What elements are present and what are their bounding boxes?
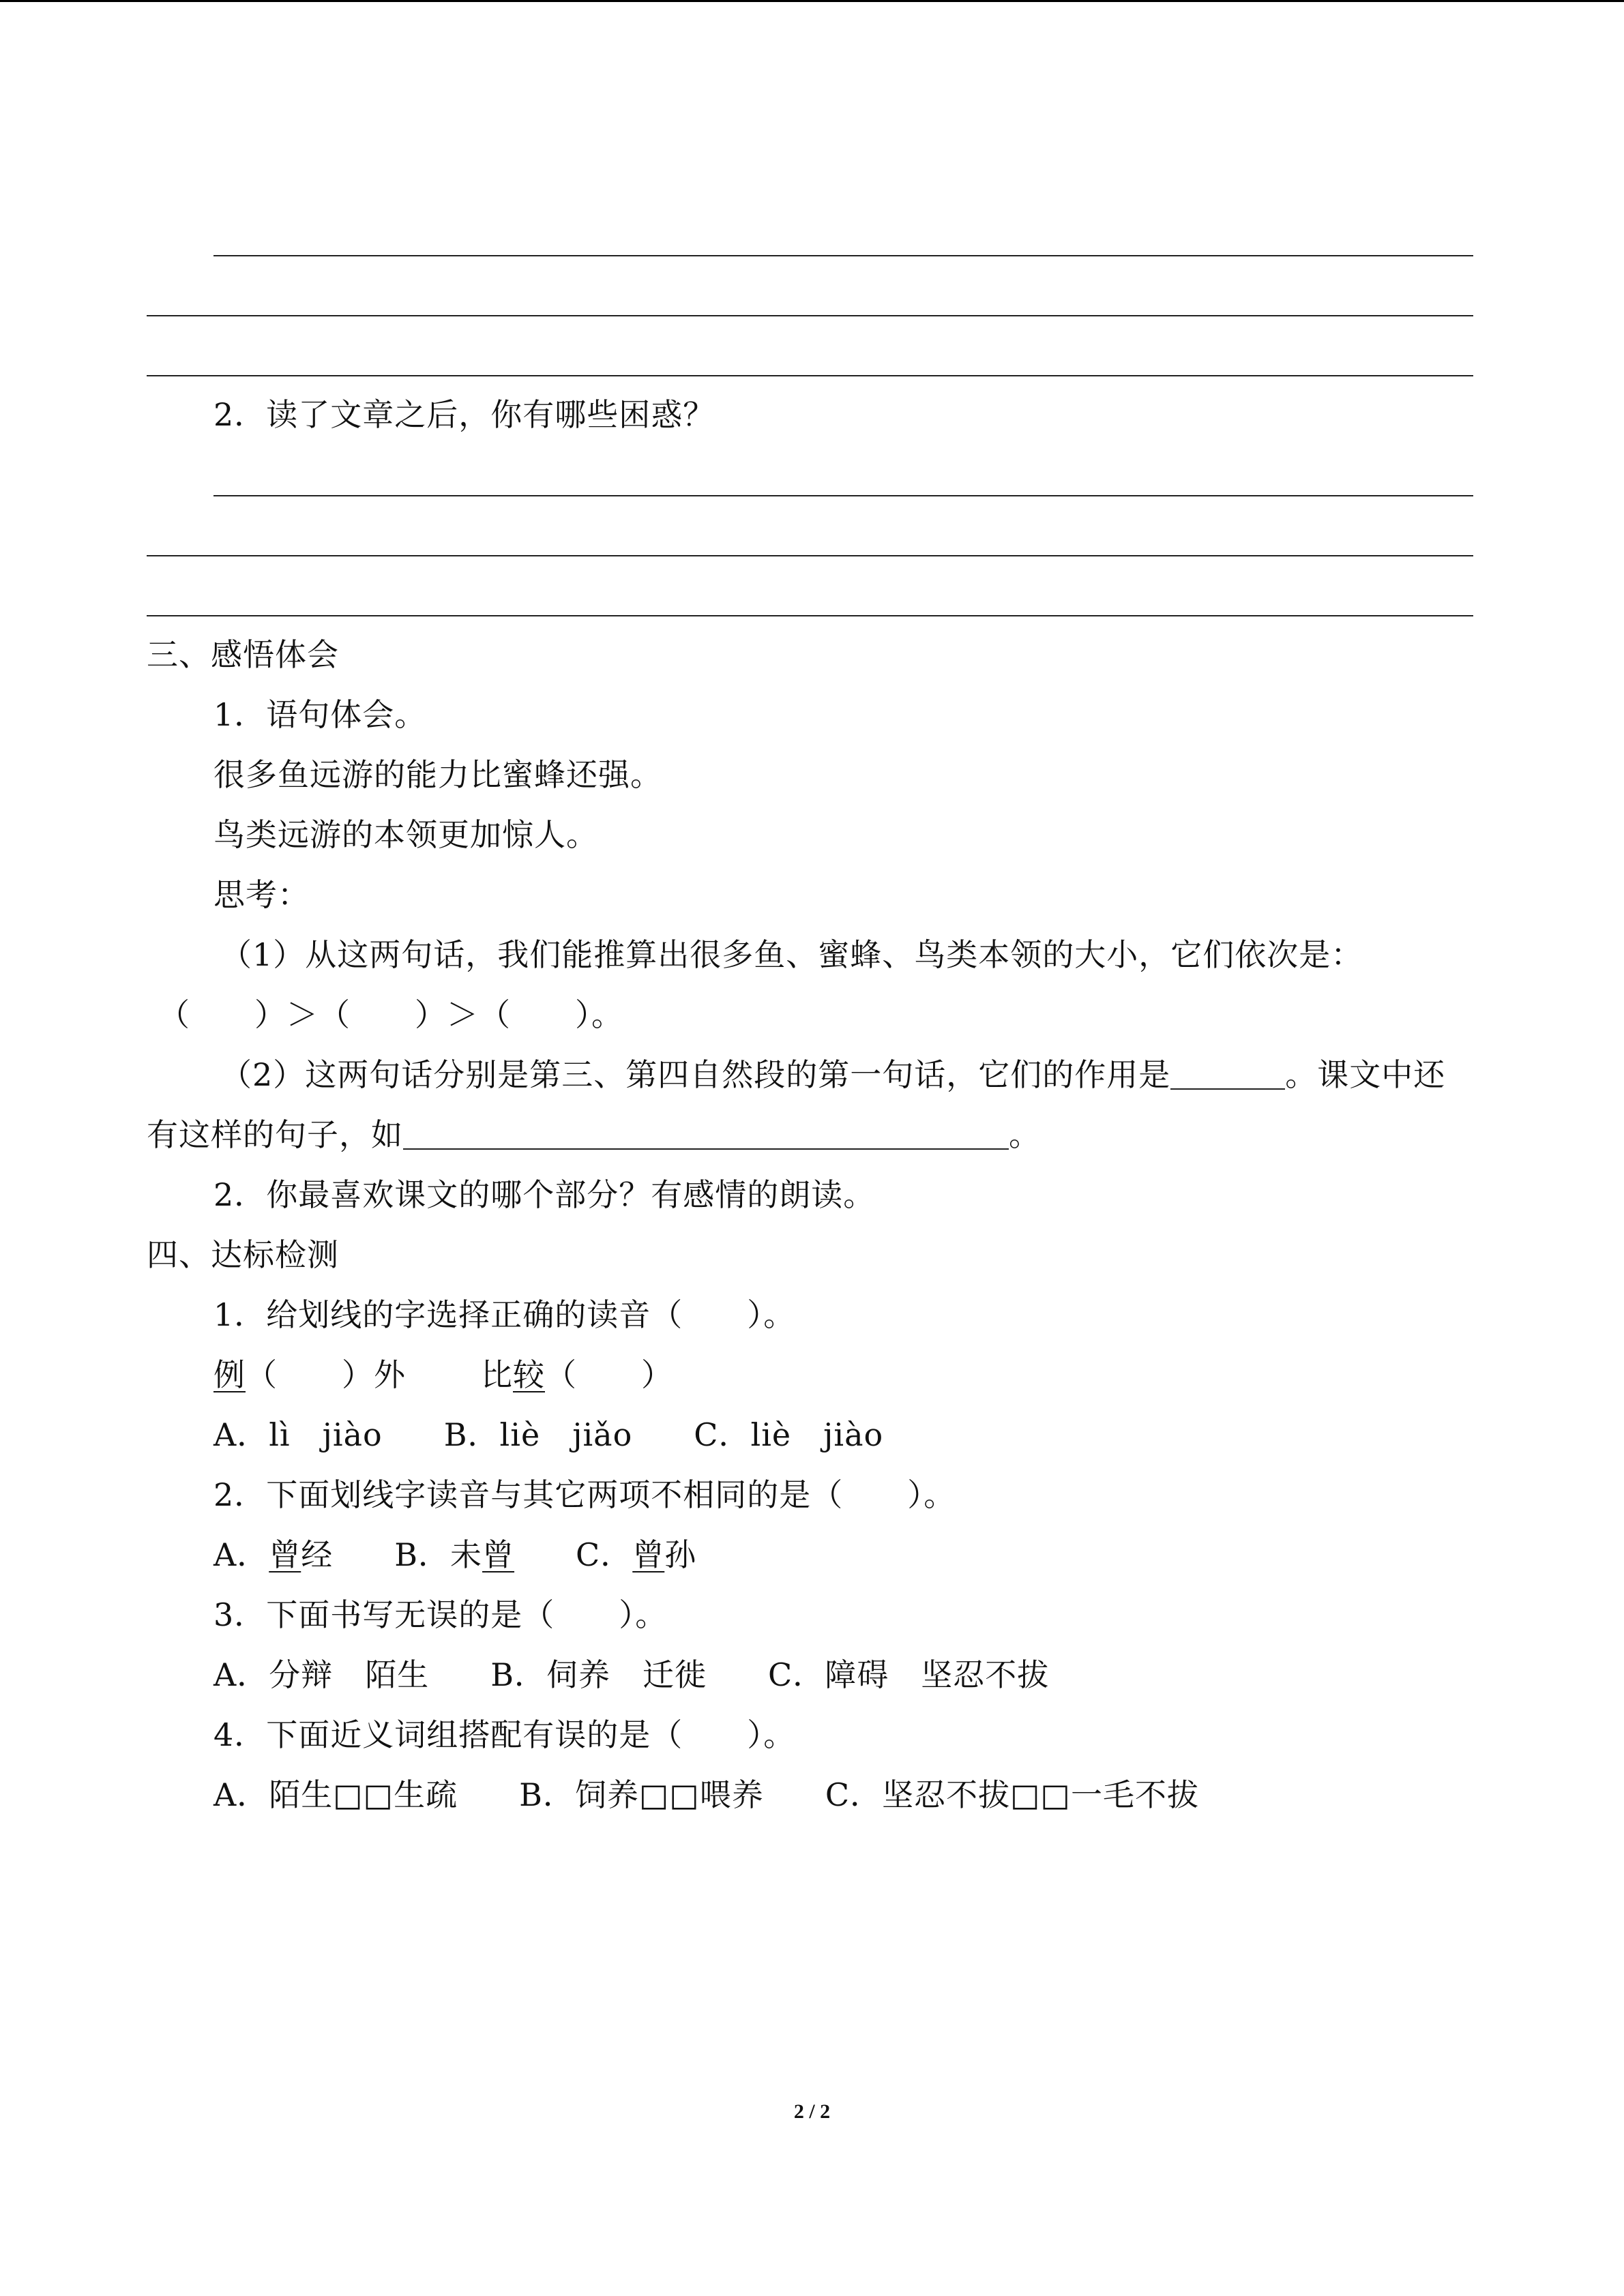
s3-sub-question-2-cont: [147, 1114, 1041, 1155]
s3-sentence-1: 很多鱼远游的能力比蜜蜂还强。: [213, 756, 662, 793]
s4-q3-options: [213, 1654, 1049, 1695]
option-a[interactable]: A．lì jiào: [213, 1416, 383, 1453]
s3-sub2-text-b: 。课文中还: [1285, 1056, 1446, 1093]
page-number: 2 / 2: [793, 2100, 831, 2123]
word-prefix: 比: [481, 1356, 513, 1393]
s3-sentence-2: 鸟类远游的本领更加惊人。: [213, 816, 598, 853]
s4-q2-options: [213, 1534, 696, 1575]
underlined-char: 例: [213, 1356, 246, 1393]
s3-sub-question-2: [220, 1054, 1445, 1095]
s3-sub2-end: 。: [1009, 1116, 1041, 1153]
word-blank[interactable]: （ ）: [545, 1356, 673, 1393]
question-2-prompt: 2．读了文章之后，你有哪些困惑？: [213, 396, 715, 433]
option-b[interactable]: B．未曾: [394, 1536, 515, 1573]
s4-q4: 4．下面近义词组搭配有误的是（ ）。: [213, 1716, 796, 1753]
s4-q1: 1．给划线的字选择正确的读音（ ）。: [213, 1296, 796, 1333]
answer-line[interactable]: [147, 315, 1473, 316]
option-c[interactable]: C．liè jiào: [694, 1416, 884, 1453]
option-a[interactable]: A．陌生□□生疏: [213, 1776, 458, 1813]
s3-sub2-text: （2）这两句话分别是第三、第四自然段的第一句话，它们的作用是: [220, 1056, 1171, 1093]
s3-think-label: 思考：: [213, 876, 310, 913]
s4-q2: 2．下面划线字读音与其它两项不相同的是（ ）。: [213, 1476, 956, 1513]
underlined-char: 较: [513, 1356, 545, 1393]
s3-item-1: 1．语句体会。: [213, 696, 427, 733]
option-a[interactable]: A．分辩 陌生: [213, 1656, 430, 1693]
option-c[interactable]: C．坚忍不拔□□一毛不拔: [825, 1776, 1200, 1813]
option-c[interactable]: C．障碍 坚忍不拔: [768, 1656, 1050, 1693]
word-blank[interactable]: （ ）外: [246, 1356, 406, 1393]
s3-sub2-blank[interactable]: [1170, 1057, 1285, 1090]
option-b[interactable]: B．伺养 迁徙: [490, 1656, 707, 1693]
s4-q1-options: [213, 1414, 883, 1455]
option-b[interactable]: B．饲养□□喂养: [519, 1776, 764, 1813]
answer-line[interactable]: [213, 495, 1473, 496]
s3-item-2: 2．你最喜欢课文的哪个部分？有感情的朗读。: [213, 1176, 876, 1213]
option-c[interactable]: C．曾孙: [576, 1536, 697, 1573]
answer-line[interactable]: [147, 375, 1473, 376]
s4-q1-words: [213, 1354, 673, 1395]
answer-line[interactable]: [147, 555, 1473, 556]
s3-sub-question-1: （1）从这两句话，我们能推算出很多鱼、蜜蜂、鸟类本领的大小，它们依次是：: [220, 936, 1363, 973]
answer-line[interactable]: [213, 255, 1473, 256]
section-4-title: 四、达标检测: [147, 1236, 339, 1273]
option-b[interactable]: B．liè jiǎo: [443, 1416, 633, 1453]
answer-line[interactable]: [147, 615, 1473, 616]
s3-sub2-text-c: 有这样的句子，如: [147, 1116, 403, 1153]
option-a[interactable]: A．曾经: [213, 1536, 334, 1573]
s3-sub2-example-blank[interactable]: [403, 1117, 1009, 1150]
s3-sub-question-1-blanks[interactable]: （ ）＞（ ）＞（ ）。: [158, 996, 623, 1033]
s4-q4-options: [213, 1774, 1199, 1815]
page-top-border: [0, 0, 1624, 2]
s4-q3: 3．下面书写无误的是（ ）。: [213, 1596, 668, 1633]
section-3-title: 三、感悟体会: [147, 636, 339, 673]
